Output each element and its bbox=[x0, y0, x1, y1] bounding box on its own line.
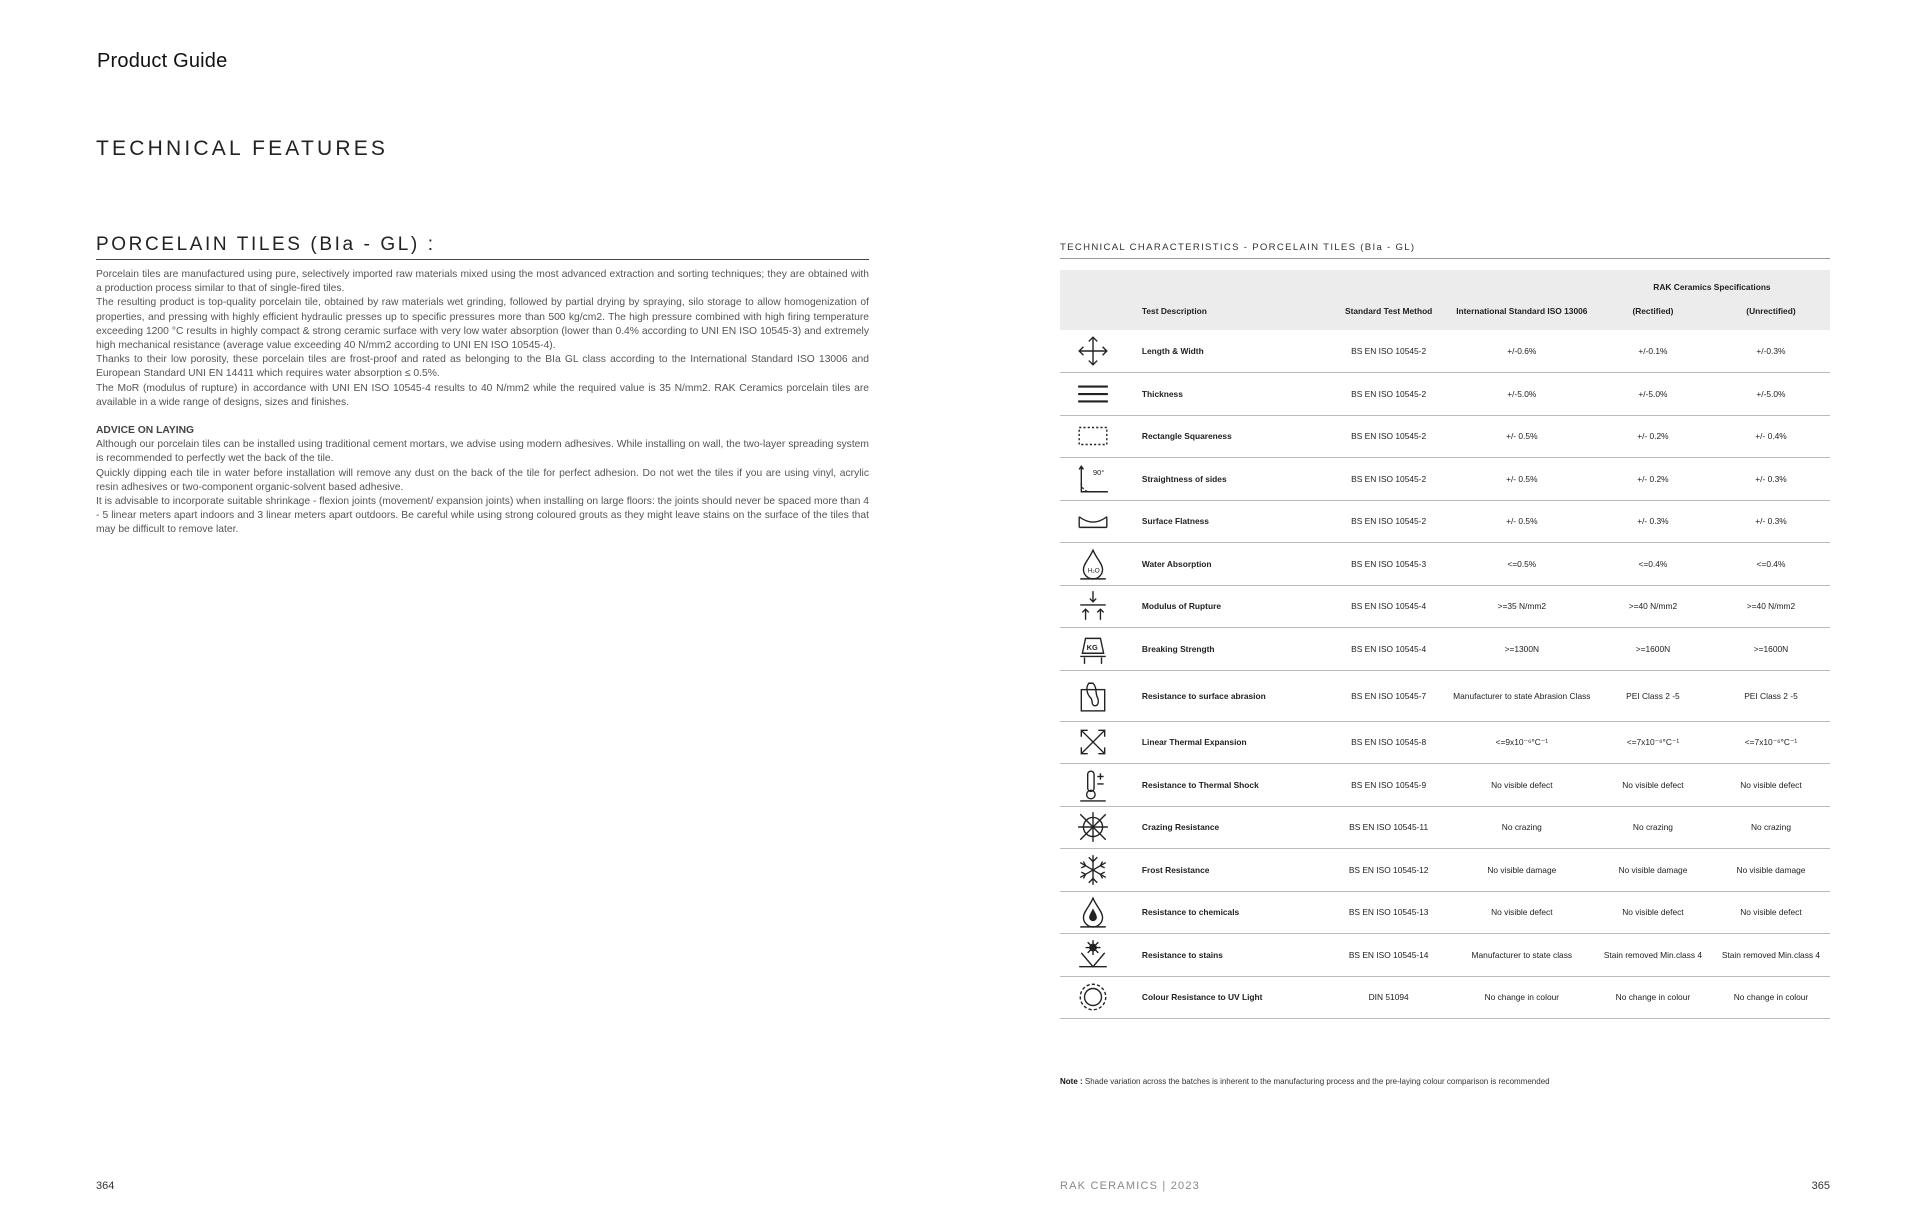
stain-icon bbox=[1060, 934, 1127, 977]
iso-standard-cell: +/- 0.5% bbox=[1450, 500, 1594, 543]
water-drop-icon bbox=[1060, 543, 1127, 586]
test-description-cell: Resistance to Thermal Shock bbox=[1127, 764, 1328, 807]
iso-standard-cell: +/- 0.5% bbox=[1450, 458, 1594, 501]
test-description-cell: Rectangle Squareness bbox=[1127, 415, 1328, 458]
test-description-cell: Modulus of Rupture bbox=[1127, 585, 1328, 628]
iso-standard-cell: No change in colour bbox=[1450, 976, 1594, 1019]
table-row bbox=[1060, 373, 1830, 416]
test-description-cell: Breaking Strength bbox=[1127, 628, 1328, 671]
unrectified-value-cell: +/-0.3% bbox=[1712, 330, 1830, 373]
porcelain-heading: PORCELAIN TILES (BIa - GL) : bbox=[96, 234, 869, 260]
product-guide-label: Product Guide bbox=[97, 50, 228, 72]
rectified-value-cell: <=0.4% bbox=[1594, 543, 1712, 586]
table-row bbox=[1060, 500, 1830, 543]
table-title: TECHNICAL CHARACTERISTICS - PORCELAIN TILES (BIa - GL) bbox=[1060, 242, 1830, 259]
standard-method-cell: BS EN ISO 10545-4 bbox=[1328, 585, 1450, 628]
page-title: TECHNICAL FEATURES bbox=[96, 137, 389, 160]
snowflake-icon bbox=[1060, 849, 1127, 892]
intro-paragraph: Thanks to their low porosity, these porcelain tiles are frost-proof and rated as belonging to the BIa GL class according to the International Standard ISO 13006 and European Standard UNI EN 14411 which requires water absorption ≤ 0.5%. bbox=[96, 354, 869, 380]
test-description-cell: Straightness of sides bbox=[1127, 458, 1328, 501]
note-text: Shade variation across the batches is inherent to the manufacturing process and the pre-laying colour comparison is recommended bbox=[1082, 1077, 1550, 1086]
unrectified-value-cell: >=40 N/mm2 bbox=[1712, 585, 1830, 628]
unrectified-value-cell: Stain removed Min.class 4 bbox=[1712, 934, 1830, 977]
table-row bbox=[1060, 806, 1830, 849]
iso-standard-cell: No crazing bbox=[1450, 806, 1594, 849]
test-description-cell: Colour Resistance to UV Light bbox=[1127, 976, 1328, 1019]
standard-method-cell: BS EN ISO 10545-2 bbox=[1328, 458, 1450, 501]
rupture-arrows-icon bbox=[1060, 585, 1127, 628]
table-row bbox=[1060, 415, 1830, 458]
specifications-table bbox=[1060, 270, 1830, 1019]
advice-heading: ADVICE ON LAYING bbox=[96, 425, 195, 436]
table-row bbox=[1060, 891, 1830, 934]
unrectified-value-cell: +/- 0.3% bbox=[1712, 458, 1830, 501]
test-description-cell: Length & Width bbox=[1127, 330, 1328, 373]
table-row bbox=[1060, 849, 1830, 892]
advice-paragraph: Although our porcelain tiles can be installed using traditional cement mortars, we advise using modern adhesives. While installing on wall, the two-layer spreading system is recommended to perfectly wet the back of the tile. bbox=[96, 439, 869, 465]
sun-icon bbox=[1060, 976, 1127, 1019]
flatness-icon bbox=[1060, 500, 1127, 543]
iso-standard-cell: >=1300N bbox=[1450, 628, 1594, 671]
standard-method-cell: BS EN ISO 10545-11 bbox=[1328, 806, 1450, 849]
table-row bbox=[1060, 976, 1830, 1019]
advice-section bbox=[96, 424, 869, 538]
rectified-value-cell: +/-0.1% bbox=[1594, 330, 1712, 373]
rectified-value-cell: +/-5.0% bbox=[1594, 373, 1712, 416]
test-description-cell: Resistance to surface abrasion bbox=[1127, 670, 1328, 721]
standard-method-cell: BS EN ISO 10545-3 bbox=[1328, 543, 1450, 586]
standard-method-cell: BS EN ISO 10545-12 bbox=[1328, 849, 1450, 892]
table-row bbox=[1060, 585, 1830, 628]
page-number-left: 364 bbox=[96, 1180, 115, 1192]
icon-header bbox=[1060, 270, 1127, 330]
rectified-value-cell: No visible defect bbox=[1594, 764, 1712, 807]
iso-standard-cell: +/- 0.5% bbox=[1450, 415, 1594, 458]
rectified-value-cell: >=1600N bbox=[1594, 628, 1712, 671]
standard-method-cell: BS EN ISO 10545-2 bbox=[1328, 373, 1450, 416]
intro-paragraph: The MoR (modulus of rupture) in accordance with UNI EN ISO 10545-4 results to 40 N/mm2 while the required value is 35 N/mm2. RAK Ceramics porcelain tiles are available in a wide range of designs, sizes and finishes. bbox=[96, 382, 869, 408]
standard-method-cell: BS EN ISO 10545-2 bbox=[1328, 415, 1450, 458]
foot-abrasion-icon bbox=[1060, 670, 1127, 721]
note-label: Note : bbox=[1060, 1077, 1083, 1086]
footer-brand: RAK CERAMICS | 2023 bbox=[1060, 1180, 1200, 1192]
unrectified-value-cell: No crazing bbox=[1712, 806, 1830, 849]
iso-standard-cell: <=9x10⁻⁶°C⁻¹ bbox=[1450, 721, 1594, 764]
rectified-value-cell: +/- 0.2% bbox=[1594, 458, 1712, 501]
page-number-right: 365 bbox=[1811, 1180, 1830, 1192]
table-note bbox=[1060, 1077, 1550, 1086]
test-description-cell: Thickness bbox=[1127, 373, 1328, 416]
rectified-value-cell: +/- 0.2% bbox=[1594, 415, 1712, 458]
right-angle-icon bbox=[1060, 458, 1127, 501]
iso-standard-cell: +/-0.6% bbox=[1450, 330, 1594, 373]
rectified-value-cell: Stain removed Min.class 4 bbox=[1594, 934, 1712, 977]
unrectified-value-cell: >=1600N bbox=[1712, 628, 1830, 671]
iso-standard-cell: No visible damage bbox=[1450, 849, 1594, 892]
unrectified-value-cell: No visible damage bbox=[1712, 849, 1830, 892]
iso-standard-cell: +/-5.0% bbox=[1450, 373, 1594, 416]
test-description-cell: Crazing Resistance bbox=[1127, 806, 1328, 849]
unrectified-value-cell: No visible defect bbox=[1712, 764, 1830, 807]
iso-standard-cell: No visible defect bbox=[1450, 764, 1594, 807]
standard-method-cell: BS EN ISO 10545-8 bbox=[1328, 721, 1450, 764]
arrows-cross-icon bbox=[1060, 330, 1127, 373]
iso-standard-cell: <=0.5% bbox=[1450, 543, 1594, 586]
standard-method-cell: BS EN ISO 10545-9 bbox=[1328, 764, 1450, 807]
header-rak-specifications: RAK Ceramics Specifications bbox=[1594, 270, 1830, 296]
unrectified-value-cell: PEI Class 2 -5 bbox=[1712, 670, 1830, 721]
thickness-lines-icon bbox=[1060, 373, 1127, 416]
unrectified-value-cell: +/-5.0% bbox=[1712, 373, 1830, 416]
advice-paragraph: It is advisable to incorporate suitable shrinkage - flexion joints (movement/ expansion joints) when installing on large floors: the joints should never be spaced more than 4 - 5 linear meters apart indoors and 3 linear meters apart outdoors. Be careful while using strong coloured grouts as they might leave stains on the surface of the tiles that may be difficult to remove later. bbox=[96, 496, 869, 536]
header-rectified: (Rectified) bbox=[1594, 296, 1712, 330]
svg-text:KG: KG bbox=[1087, 642, 1099, 652]
unrectified-value-cell: No visible defect bbox=[1712, 891, 1830, 934]
standard-method-cell: BS EN ISO 10545-14 bbox=[1328, 934, 1450, 977]
thermometer-icon bbox=[1060, 764, 1127, 807]
table-row bbox=[1060, 934, 1830, 977]
table-row bbox=[1060, 764, 1830, 807]
svg-text:90°: 90° bbox=[1093, 467, 1105, 477]
header-unrectified: (Unrectified) bbox=[1712, 296, 1830, 330]
dashed-rectangle-icon bbox=[1060, 415, 1127, 458]
svg-text:H₂O: H₂O bbox=[1088, 567, 1101, 575]
table-row bbox=[1060, 628, 1830, 671]
table-row bbox=[1060, 543, 1830, 586]
unrectified-value-cell: <=0.4% bbox=[1712, 543, 1830, 586]
rectified-value-cell: No crazing bbox=[1594, 806, 1712, 849]
standard-method-cell: DIN 51094 bbox=[1328, 976, 1450, 1019]
rectified-value-cell: <=7x10⁻⁶°C⁻¹ bbox=[1594, 721, 1712, 764]
intro-paragraph: The resulting product is top-quality porcelain tile, obtained by raw materials wet grinding, followed by partial drying by spraying, silo storage to allow homogenization of properties, and pressing with highly efficient hydraulic presses up to specific pressures more than 500 kg/cm2. The high pressure combined with high firing temperature exceeding 1200 °C results in highly compact & strong ceramic surface with very low water absorption (lower than 0.4% according to UNI EN ISO 10545-3) and extremely high mechanical resistance (average value exceeding 40 N/mm2 according to UNI EN ISO 10545-4). bbox=[96, 297, 869, 352]
rectified-value-cell: No visible damage bbox=[1594, 849, 1712, 892]
iso-standard-cell: Manufacturer to state Abrasion Class bbox=[1450, 670, 1594, 721]
table-row bbox=[1060, 458, 1830, 501]
iso-standard-cell: Manufacturer to state class bbox=[1450, 934, 1594, 977]
test-description-cell: Frost Resistance bbox=[1127, 849, 1328, 892]
table-row bbox=[1060, 721, 1830, 764]
table-row bbox=[1060, 330, 1830, 373]
crazing-icon bbox=[1060, 806, 1127, 849]
test-description-cell: Water Absorption bbox=[1127, 543, 1328, 586]
header-test-description: Test Description bbox=[1127, 270, 1328, 330]
standard-method-cell: BS EN ISO 10545-13 bbox=[1328, 891, 1450, 934]
iso-standard-cell: No visible defect bbox=[1450, 891, 1594, 934]
unrectified-value-cell: <=7x10⁻⁶°C⁻¹ bbox=[1712, 721, 1830, 764]
header-iso-standard: International Standard ISO 13006 bbox=[1450, 270, 1594, 330]
rectified-value-cell: PEI Class 2 -5 bbox=[1594, 670, 1712, 721]
standard-method-cell: BS EN ISO 10545-7 bbox=[1328, 670, 1450, 721]
test-description-cell: Linear Thermal Expansion bbox=[1127, 721, 1328, 764]
expansion-arrows-icon bbox=[1060, 721, 1127, 764]
test-description-cell: Resistance to chemicals bbox=[1127, 891, 1328, 934]
intro-paragraph: Porcelain tiles are manufactured using pure, selectively imported raw materials mixed using the most advanced extraction and sorting techniques; they are obtained with a production process similar to that of single-fired tiles. bbox=[96, 269, 869, 295]
table-row bbox=[1060, 670, 1830, 721]
chemical-drop-icon bbox=[1060, 891, 1127, 934]
iso-standard-cell: >=35 N/mm2 bbox=[1450, 585, 1594, 628]
rectified-value-cell: >=40 N/mm2 bbox=[1594, 585, 1712, 628]
standard-method-cell: BS EN ISO 10545-2 bbox=[1328, 500, 1450, 543]
standard-method-cell: BS EN ISO 10545-4 bbox=[1328, 628, 1450, 671]
unrectified-value-cell: No change in colour bbox=[1712, 976, 1830, 1019]
header-standard-test-method: Standard Test Method bbox=[1328, 270, 1450, 330]
test-description-cell: Surface Flatness bbox=[1127, 500, 1328, 543]
advice-paragraph: Quickly dipping each tile in water before installation will remove any dust on the back of the tile for perfect adhesion. Do not wet the tiles if you are using vinyl, acrylic resin adhesives or two-component organic-solvent based adhesive. bbox=[96, 467, 869, 493]
weight-kg-icon bbox=[1060, 628, 1127, 671]
test-description-cell: Resistance to stains bbox=[1127, 934, 1328, 977]
rectified-value-cell: +/- 0.3% bbox=[1594, 500, 1712, 543]
standard-method-cell: BS EN ISO 10545-2 bbox=[1328, 330, 1450, 373]
rectified-value-cell: No change in colour bbox=[1594, 976, 1712, 1019]
unrectified-value-cell: +/- 0.4% bbox=[1712, 415, 1830, 458]
unrectified-value-cell: +/- 0.3% bbox=[1712, 500, 1830, 543]
porcelain-description bbox=[96, 268, 869, 410]
rectified-value-cell: No visible defect bbox=[1594, 891, 1712, 934]
